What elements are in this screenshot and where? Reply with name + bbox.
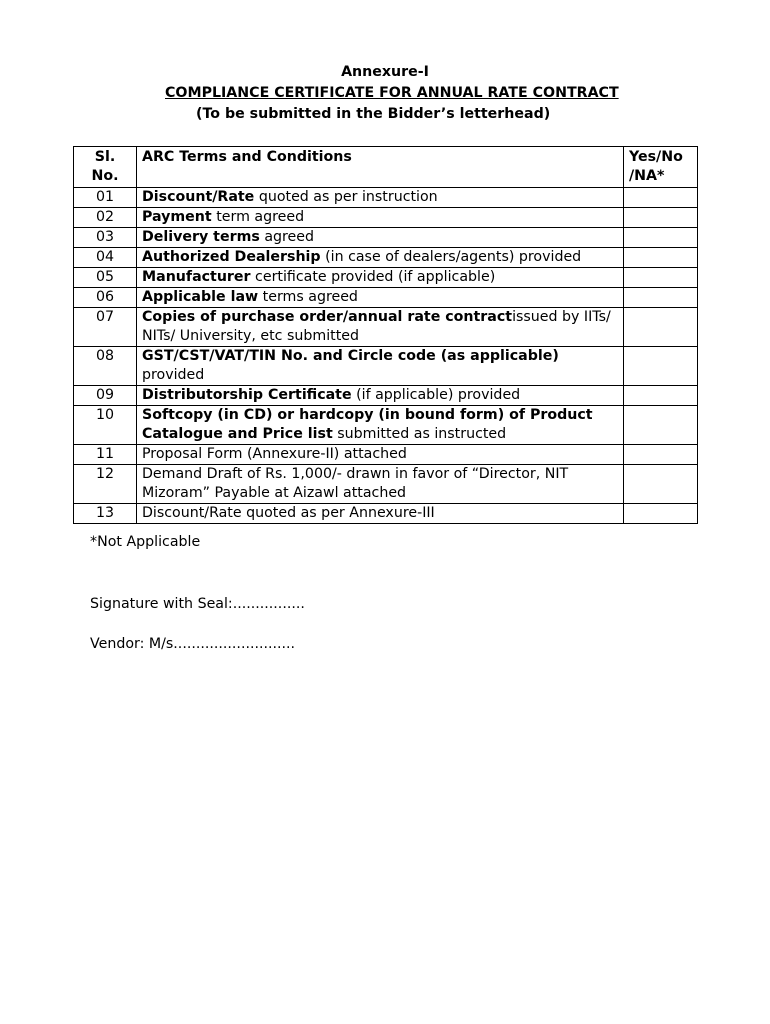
row-term <box>137 386 624 406</box>
table-row <box>74 406 698 445</box>
row-number: 03 <box>74 228 137 248</box>
table-row <box>74 308 698 347</box>
answer-cell[interactable] <box>624 268 698 288</box>
term-text: Proposal Form (Annexure-II) attached <box>142 446 407 462</box>
term-keyword: Authorized Dealership <box>142 249 321 265</box>
row-number: 05 <box>74 268 137 288</box>
term-text: quoted as per instruction <box>254 189 438 205</box>
table-row <box>74 386 698 406</box>
table-row <box>74 188 698 208</box>
row-number: 09 <box>74 386 137 406</box>
row-number: 11 <box>74 445 137 465</box>
term-keyword: GST/CST/VAT/TIN No. and Circle code (as applicable) <box>142 348 559 364</box>
table-row <box>74 288 698 308</box>
answer-cell[interactable] <box>624 248 698 268</box>
term-keyword: Discount/Rate <box>142 189 255 205</box>
row-number: 10 <box>74 406 137 445</box>
signature-line: Signature with Seal:................ <box>90 596 305 612</box>
answer-cell[interactable] <box>624 386 698 406</box>
row-number: 12 <box>74 465 137 504</box>
row-term <box>137 445 624 465</box>
compliance-table <box>73 146 698 524</box>
answer-cell[interactable] <box>624 288 698 308</box>
row-term <box>137 268 624 288</box>
table-row <box>74 504 698 524</box>
term-keyword: Payment <box>142 209 212 225</box>
answer-cell[interactable] <box>624 406 698 445</box>
answer-cell[interactable] <box>624 208 698 228</box>
row-term <box>137 208 624 228</box>
answer-cell[interactable] <box>624 308 698 347</box>
term-text: submitted as instructed <box>332 426 507 442</box>
row-number: 13 <box>74 504 137 524</box>
row-term <box>137 228 624 248</box>
term-text: Demand Draft of Rs. 1,000/- drawn in favor of “Director, NIT Mizoram” Payable at Aizawl attached <box>142 466 569 501</box>
not-applicable-note: *Not Applicable <box>90 534 201 550</box>
term-text: Discount/Rate quoted as per Annexure-III <box>142 505 435 521</box>
table-row <box>74 268 698 288</box>
annexure-title: Annexure-I <box>341 64 429 80</box>
certificate-title: COMPLIANCE CERTIFICATE FOR ANNUAL RATE CONTRACT <box>165 85 619 101</box>
table-row <box>74 208 698 228</box>
term-text: issued by IITs/ NITs/ University, etc submitted <box>142 309 611 344</box>
table-row <box>74 347 698 386</box>
term-text: (if applicable) provided <box>351 387 521 403</box>
answer-cell[interactable] <box>624 228 698 248</box>
column-header-yes-no: Yes/No /NA* <box>624 147 698 188</box>
row-term <box>137 188 624 208</box>
column-header-terms: ARC Terms and Conditions <box>137 147 624 188</box>
term-keyword: Delivery terms <box>142 229 260 245</box>
letterhead-note: (To be submitted in the Bidder’s letterhead) <box>196 106 551 122</box>
table-header-row <box>74 147 698 188</box>
term-keyword: Applicable law <box>142 289 259 305</box>
answer-cell[interactable] <box>624 188 698 208</box>
row-number: 08 <box>74 347 137 386</box>
term-keyword: Distributorship Certificate <box>142 387 352 403</box>
row-term <box>137 465 624 504</box>
row-term <box>137 406 624 445</box>
row-number: 02 <box>74 208 137 228</box>
term-text: provided <box>142 367 205 383</box>
row-number: 07 <box>74 308 137 347</box>
row-number: 04 <box>74 248 137 268</box>
term-keyword: Manufacturer <box>142 269 251 285</box>
term-text: certificate provided (if applicable) <box>250 269 496 285</box>
term-text: (in case of dealers/agents) provided <box>320 249 582 265</box>
term-keyword: Softcopy (in CD) or hardcopy (in bound form) of Product Catalogue and Price list <box>142 407 593 442</box>
column-header-sl-no: Sl. No. <box>74 147 137 188</box>
answer-cell[interactable] <box>624 347 698 386</box>
row-number: 01 <box>74 188 137 208</box>
term-keyword: Copies of purchase order/annual rate contract <box>142 309 513 325</box>
row-term <box>137 248 624 268</box>
table-row <box>74 228 698 248</box>
vendor-line: Vendor: M/s........................... <box>90 636 296 652</box>
table-row <box>74 248 698 268</box>
row-term <box>137 347 624 386</box>
term-text: term agreed <box>211 209 305 225</box>
answer-cell[interactable] <box>624 504 698 524</box>
answer-cell[interactable] <box>624 445 698 465</box>
table-row <box>74 445 698 465</box>
term-text: agreed <box>259 229 315 245</box>
row-number: 06 <box>74 288 137 308</box>
term-text: terms agreed <box>258 289 358 305</box>
row-term <box>137 308 624 347</box>
row-term <box>137 288 624 308</box>
table-row <box>74 465 698 504</box>
row-term <box>137 504 624 524</box>
answer-cell[interactable] <box>624 465 698 504</box>
